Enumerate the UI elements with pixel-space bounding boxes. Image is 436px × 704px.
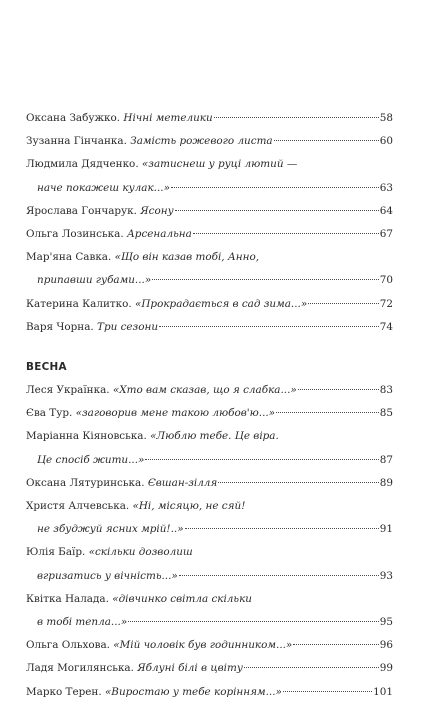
toc-title: «скільки дозволиш: [88, 546, 193, 559]
toc-title: Арсенальна: [126, 227, 192, 240]
toc-entry-continuation: [26, 611, 393, 634]
toc-entry-text: [26, 657, 243, 680]
toc-entry: [26, 223, 393, 246]
toc-title: «затиснеш у руці лютий —: [141, 158, 298, 171]
toc-entry: [26, 293, 393, 316]
toc-page-number: 87: [379, 453, 393, 466]
toc-page-number: 95: [379, 615, 393, 628]
toc-author: Оксана Лятуринська.: [26, 476, 148, 489]
toc-leader-dots: [218, 482, 378, 483]
toc-leader-dots: [185, 528, 379, 529]
toc-entry: [26, 153, 393, 176]
toc-title: «Люблю тебе. Це віра.: [150, 430, 279, 443]
toc-entry-text: [37, 449, 144, 472]
toc-entry: [26, 246, 393, 269]
toc-entry: [26, 634, 393, 657]
toc-title: наче покажеш кулак...»: [37, 181, 170, 194]
toc-title: Три сезони: [97, 320, 159, 333]
toc-page-number: 91: [379, 523, 393, 536]
toc-entry-text: [37, 518, 184, 541]
toc-page-number: 63: [379, 181, 393, 194]
toc-leader-dots: [152, 279, 379, 280]
toc-title: «Хто вам сказав, що я слабка...»: [112, 384, 297, 397]
toc-entry: [26, 588, 393, 611]
toc-leader-dots: [128, 621, 379, 622]
toc-page-number: 72: [379, 297, 393, 310]
toc-title: Ясону: [140, 204, 174, 217]
toc-title: «дівчинко світла скільки: [112, 592, 252, 605]
toc-title: Євшан-зілля: [147, 476, 218, 489]
toc-entry: [26, 657, 393, 680]
toc-leader-dots: [179, 575, 379, 576]
toc-title: «Ні, місяцю, не сяй!: [132, 500, 246, 512]
toc-entry: [26, 402, 393, 425]
toc-entry-continuation: [26, 177, 393, 200]
toc-entry: [26, 200, 393, 223]
toc-leader-dots: [298, 389, 379, 390]
toc-page-number: 85: [379, 407, 393, 420]
toc-entry-text: [26, 634, 292, 657]
toc-page-number: 70: [379, 274, 393, 287]
toc-entry-text: [26, 402, 275, 425]
toc-entry: [26, 379, 393, 402]
toc-author: Людмила Дядченко.: [26, 158, 142, 171]
table-of-contents: [26, 107, 393, 704]
toc-entry-text: [26, 495, 245, 518]
toc-entry: [26, 681, 393, 704]
toc-entry-text: [26, 223, 192, 246]
toc-entry-text: [26, 293, 307, 316]
toc-entry: [26, 541, 393, 564]
toc-page-number: 96: [379, 639, 393, 652]
toc-title: вгризатись у вічність...»: [37, 569, 178, 582]
toc-entry-text: [37, 177, 170, 200]
toc-author: Єва Тур.: [26, 407, 76, 420]
toc-entry-text: [26, 425, 279, 448]
toc-leader-dots: [274, 140, 379, 141]
toc-title: Яблуні білі в цвіту: [137, 662, 243, 675]
toc-title: не збуджуй ясних мрій!..»: [37, 523, 184, 536]
toc-author: Катерина Калитко.: [26, 297, 136, 310]
toc-author: Зузанна Гінчанка.: [26, 135, 131, 148]
toc-entry-text: [26, 200, 174, 223]
toc-leader-dots: [214, 117, 379, 118]
toc-entry-text: [26, 541, 193, 564]
toc-entry-continuation: [26, 518, 393, 541]
toc-entry-continuation: [26, 449, 393, 472]
toc-author: Христя Алчевська.: [26, 500, 133, 512]
toc-page-number: 58: [379, 112, 393, 124]
toc-entry: [26, 495, 393, 518]
toc-author: Квітка Налада.: [26, 592, 113, 605]
section-heading: ВЕСНА: [26, 360, 67, 373]
toc-leader-dots: [145, 459, 378, 460]
toc-entry-text: [26, 130, 273, 153]
toc-author: Марко Терен.: [26, 685, 105, 698]
toc-leader-dots: [293, 644, 378, 645]
toc-leader-dots: [171, 187, 379, 188]
toc-title: «Що він казав тобі, Анно,: [114, 251, 260, 264]
toc-author: Ярослава Гончарук.: [26, 204, 141, 217]
toc-leader-dots: [244, 667, 379, 668]
toc-entry-continuation: [26, 269, 393, 292]
toc-entry: [26, 425, 393, 448]
toc-entry-text: [26, 153, 297, 176]
toc-entry-text: [26, 472, 217, 495]
toc-title: «заговорив мене такою любов'ю...»: [75, 407, 276, 420]
toc-title: Нічні метелики: [123, 112, 213, 124]
toc-author: Маріанна Кіяновська.: [26, 430, 151, 443]
toc-entry: [26, 316, 393, 339]
toc-entry: [26, 107, 393, 130]
toc-author: Оксана Забужко.: [26, 112, 124, 124]
toc-leader-dots: [308, 303, 379, 304]
toc-title: Це спосіб жити...»: [37, 453, 145, 466]
toc-leader-dots: [193, 233, 379, 234]
toc-title: Замість рожевого листа: [130, 135, 273, 148]
toc-author: Ладя Могилянська.: [26, 662, 138, 675]
toc-entry: [26, 130, 393, 153]
toc-entry-text: [26, 316, 158, 339]
toc-leader-dots: [175, 210, 379, 211]
toc-page-number: 60: [379, 135, 393, 148]
toc-author: Ольга Ольхова.: [26, 639, 114, 652]
toc-author: Мар'яна Савка.: [26, 251, 115, 264]
toc-title: в тобі тепла...»: [37, 615, 128, 628]
toc-entry-text: [26, 246, 259, 269]
toc-entry-text: [26, 107, 213, 130]
toc-title: припавши губами...»: [37, 274, 152, 287]
toc-entry-text: [26, 588, 252, 611]
toc-entry-text: [26, 681, 282, 704]
toc-title: «Прокрадається в сад зима...»: [135, 297, 308, 310]
toc-leader-dots: [283, 691, 372, 692]
toc-page-number: 99: [379, 662, 393, 675]
toc-page-number: 67: [379, 227, 393, 240]
section-gap: [26, 339, 393, 356]
toc-page-number: 74: [379, 320, 393, 333]
toc-page-number: 83: [379, 384, 393, 397]
toc-author: Ольга Лозинська.: [26, 227, 127, 240]
toc-entry-text: [26, 379, 297, 402]
toc-leader-dots: [159, 326, 379, 327]
toc-leader-dots: [276, 412, 379, 413]
toc-page-number: 93: [379, 569, 393, 582]
toc-author: Варя Чорна.: [26, 320, 98, 333]
toc-entry-text: [37, 611, 127, 634]
toc-page-number: 64: [379, 204, 393, 217]
toc-title: «Виростаю у тебе корінням...»: [104, 685, 282, 698]
toc-group-spring: [26, 379, 393, 704]
toc-author: Юлія Баїр.: [26, 546, 89, 559]
toc-entry: [26, 472, 393, 495]
toc-page-number: 89: [379, 476, 393, 489]
toc-entry-continuation: [26, 565, 393, 588]
toc-title: «Мій чоловік був годинником...»: [113, 639, 293, 652]
toc-page-number: 101: [373, 685, 393, 698]
toc-group-winter: [26, 107, 393, 339]
toc-entry-text: [37, 565, 178, 588]
toc-author: Леся Українка.: [26, 384, 113, 397]
toc-entry-text: [37, 269, 151, 292]
